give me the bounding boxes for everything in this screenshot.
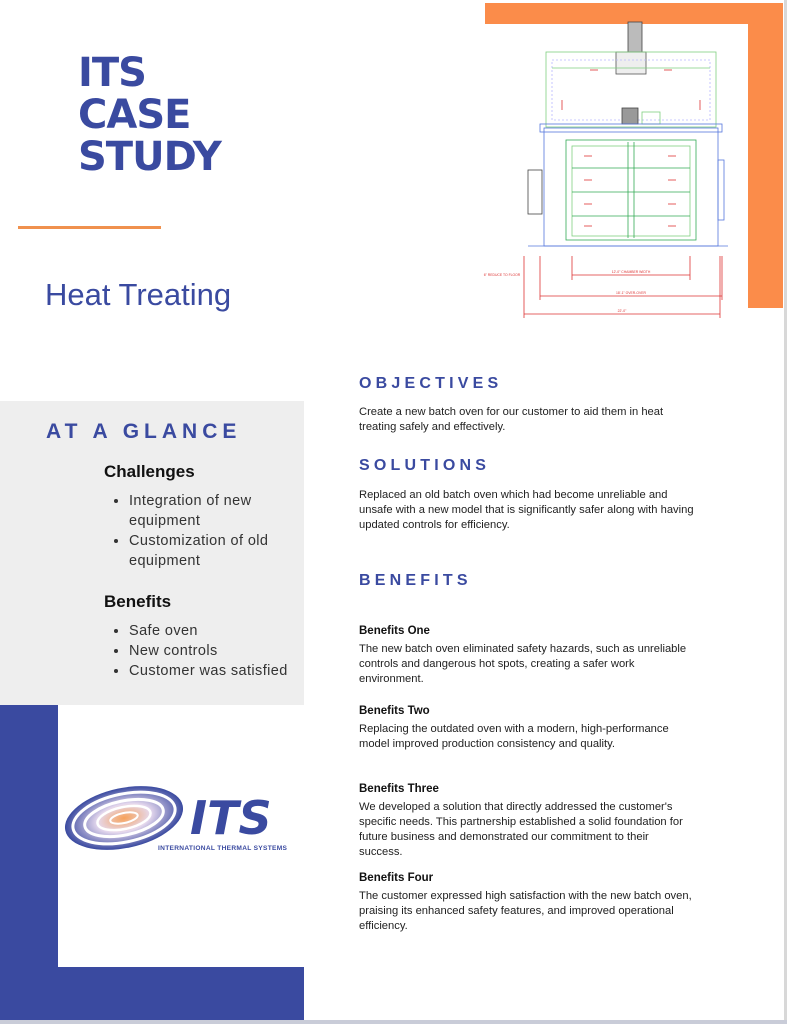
- benefit-text: We developed a solution that directly addressed the customer's specific needs. This partnership established a solid foundation for future business and demonstrated our commitment to their success.: [359, 801, 683, 858]
- at-a-glance-heading: AT A GLANCE: [46, 420, 242, 443]
- drawing-dim-over: 18'-1" OVER-OVER: [616, 291, 646, 295]
- challenge-item: • Customization of old equipment: [129, 531, 319, 571]
- challenges-list: [107, 491, 319, 571]
- logo-wordmark: ITS: [190, 791, 272, 845]
- challenges-heading: Challenges: [104, 462, 195, 481]
- logo-tagline: INTERNATIONAL THERMAL SYSTEMS: [158, 845, 288, 852]
- glance-benefit-item: • Safe oven: [129, 621, 319, 641]
- title-line-3: STUDY: [78, 134, 221, 180]
- benefit-text: The customer expressed high satisfaction with the new batch oven, praising its enhanced safety features, and improved operational efficiency.: [359, 890, 692, 932]
- objectives-heading: OBJECTIVES: [359, 375, 503, 392]
- drawing-dim-inner: 12'-0" CHAMBER WIDTH: [611, 270, 651, 274]
- title-divider: [18, 226, 161, 229]
- glance-benefit-item: • New controls: [129, 641, 319, 661]
- title-line-1: ITS: [78, 50, 146, 96]
- challenge-item: • Integration of new equipment: [129, 491, 319, 531]
- benefit-title: Benefits Three: [359, 783, 439, 795]
- drawing-floor-label: 6" REDUCE TO FLOOR: [483, 273, 521, 277]
- glance-benefits-heading: Benefits: [104, 592, 172, 611]
- oven-schematic-drawing: [483, 20, 743, 320]
- benefits-heading: BENEFITS: [359, 572, 472, 589]
- page-subtitle: Heat Treating: [45, 277, 232, 312]
- drawing-dim-total: 22'-0": [617, 309, 627, 313]
- benefit-text: Replacing the outdated oven with a modern, high-performance model improved production consistency and quality.: [359, 723, 669, 750]
- glance-benefits-list: [107, 621, 319, 681]
- glance-benefit-item: • Customer was satisfied: [129, 661, 319, 681]
- page-title: [78, 52, 221, 178]
- benefit-title: Benefits Four: [359, 872, 434, 884]
- title-line-2: CASE: [78, 92, 191, 138]
- solutions-text: Replaced an old batch oven which had become unreliable and unsafe with a new model that is significantly safer along with having updated controls for efficiency.: [359, 489, 694, 531]
- benefit-title: Benefits One: [359, 625, 430, 637]
- objectives-text: Create a new batch oven for our customer to aid them in heat treating safely and effectively.: [359, 406, 664, 433]
- benefit-title: Benefits Two: [359, 705, 430, 717]
- its-logo: [62, 778, 302, 858]
- benefit-text: The new batch oven eliminated safety hazards, such as unreliable controls and dangerous hot spots, creating a safer work environment.: [359, 643, 687, 685]
- page-bottom-edge: [0, 1020, 787, 1024]
- solutions-heading: SOLUTIONS: [359, 457, 491, 474]
